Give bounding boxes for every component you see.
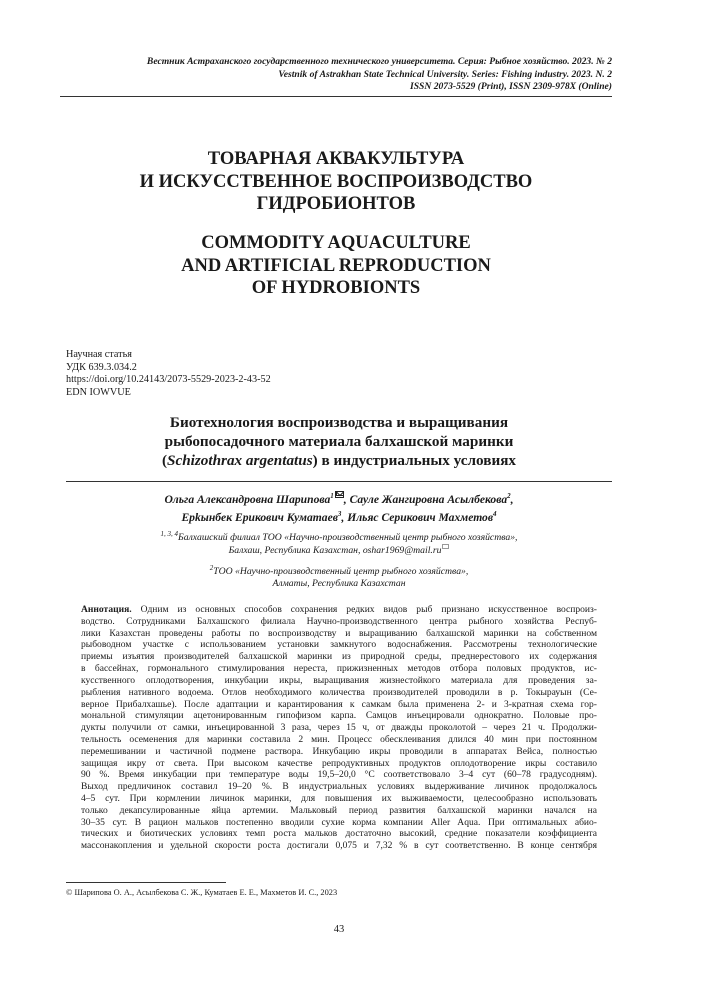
doi-link[interactable]: https://doi.org/10.24143/2073-5529-2023-2-43-52 <box>66 374 271 386</box>
affiliation-org: Балхашский филиал ТОО «Научно-производственный центр рыбного хозяйства», <box>178 532 518 543</box>
affiliation-line: Алматы, Республика Казахстан <box>272 577 406 589</box>
abstract-label: Аннотация. <box>81 604 132 615</box>
species-name: Schizothrax argentatus <box>167 451 313 469</box>
footnote-divider <box>66 882 226 883</box>
affiliation-line <box>66 563 612 578</box>
abstract <box>81 604 597 852</box>
author-sep: , <box>343 493 350 506</box>
abstract-line <box>81 604 597 616</box>
article-title-line: рыбопосадочного материала балхашской маринки <box>164 432 514 450</box>
abstract-line: дукты получили от самки, инъецированной 3 раза, через 15 ч, от дважды проколотой – через 21 ч. Продолжи- <box>81 722 597 734</box>
affiliation-1 <box>66 529 612 557</box>
title-divider <box>66 481 612 482</box>
author-name: Сауле Жангировна Асылбекова <box>349 493 508 506</box>
abstract-line: кусственного оплодотворения, инкубации икры, выращивания жизнестойкого материала для проведения за- <box>81 674 597 686</box>
abstract-line: массонакопления и удельной скорости роста достигали 0,075 и 7,32 % в сут соответственно. В конце сентября <box>81 840 597 852</box>
section-title-en-line: COMMODITY AQUACULTURE <box>201 233 471 253</box>
abstract-line: водство. Сотрудниками Балхашского филиала Научно-производственного центра рыбного хозяйства Респуб- <box>81 615 597 627</box>
author-affil-sup: 2 <box>507 492 511 501</box>
journal-header-en: Vestnik of Astrakhan State Technical University. Series: Fishing industry. 2023. N. 2 <box>278 68 612 80</box>
author-line <box>66 491 612 509</box>
journal-header <box>60 56 612 94</box>
section-title-en <box>60 232 612 300</box>
article-title-line <box>66 452 612 471</box>
article-title <box>66 414 612 470</box>
journal-issn: ISSN 2073-5529 (Print), ISSN 2309-978X (Online) <box>409 81 612 92</box>
abstract-line: перемешивании и частичной подмене раствора. Инкубацию икры проводили в аппаратах Вейса, полностью <box>81 745 597 757</box>
abstract-line: 30–35 сут. В рацион мальков постепенно вводили сухие корма компании Aller Aqua. При оптимальных абио- <box>81 816 597 828</box>
affiliation-2 <box>66 563 612 590</box>
author-affil-sup: 1 <box>330 492 334 501</box>
section-title-ru-line: ГИДРОБИОНТОВ <box>256 194 416 214</box>
section-title-ru <box>60 148 612 216</box>
edn-code: EDN IOWVUE <box>66 386 131 398</box>
affiliation-line <box>66 544 612 557</box>
abstract-line: приемы изъятия производителей балхашской маринки из природной среды, преднерестового их содержания <box>81 651 597 663</box>
affiliation-org: ТОО «Научно-производственный центр рыбного хозяйства», <box>213 566 469 577</box>
affiliation-line <box>66 529 612 544</box>
abstract-line: только декапсулированные яйца артемии. Мальковый период развития балхашской маринки начался на <box>81 804 597 816</box>
article-meta <box>66 349 271 399</box>
abstract-line: мональной стимуляции ацетонированным гипофизом карпа. Самцов инъецировали однократно. Половые про- <box>81 710 597 722</box>
section-title-en-line: OF HYDROBIONTS <box>251 278 421 298</box>
abstract-line: тельность осеменения для маринки составила 2 мин. Процесс обесклеивания длился 40 мин при постоянном <box>81 733 597 745</box>
title-line3-rest: ) в индустриальных условиях <box>312 451 517 469</box>
section-title-en-line: AND ARTIFICIAL REPRODUCTION <box>181 255 491 276</box>
envelope-icon <box>442 544 449 549</box>
abstract-line: в бассейнах, гормонального стимулирования нереста, прижизненных методов отбора половых продуктов, ис- <box>81 663 597 675</box>
abstract-line: тических и биотических условиях темп роста мальков достаточно высокий, средние показатели коэффициента <box>81 828 597 840</box>
copyright-notice: © Шарипова О. А., Асылбекова С. Ж., Куматаев Е. Е., Махметов И. С., 2023 <box>66 888 338 897</box>
affiliation-location-email[interactable]: Балхаш, Республика Казахстан, oshar1969@mail.ru <box>228 544 442 556</box>
page-number: 43 <box>333 924 345 935</box>
abstract-line: Выход предличинок составил 19–20 %. В индустриальных условиях выдерживание личинок продолжалось <box>81 781 597 793</box>
abstract-line: 90 %. Время инкубации при температуре воды 19,5–20,0 °С соответствовало 3–4 сут (60–78 градусодням). <box>81 769 597 781</box>
abstract-line: защищая икру от света. При высоком качестве репродуктивных продуктов оплодотворение икры составило <box>81 757 597 769</box>
udk-code: УДК 639.3.034.2 <box>66 361 137 373</box>
author-affil-sup: 4 <box>493 509 497 518</box>
author-name: Ерkынбек Ерикович Куматаев <box>181 510 338 524</box>
abstract-text: Одним из основных способов сохранения редких видов рыб признано искусственное воспроиз- <box>131 604 597 615</box>
affiliation-sup: 2 <box>209 563 214 572</box>
article-title-line: Биотехнология воспроизводства и выращивания <box>169 414 509 431</box>
affiliation-sup: 1, 3, 4 <box>160 529 179 538</box>
author-sep: , <box>341 510 348 524</box>
author-list <box>66 491 612 526</box>
abstract-line: 4–5 сут. При кормлении личинок маринки, для повышения их выживаемости, целесообразно использовать <box>81 793 597 804</box>
section-title-ru-line: ТОВАРНАЯ АКВАКУЛЬТУРА <box>207 149 465 169</box>
header-divider <box>60 96 612 97</box>
abstract-line: рыбления нативного водоема. Отлов необходимого количества производителей проводили в р. Токырауын (Се- <box>81 686 597 698</box>
journal-header-ru: Вестник Астраханского государственного технического университета. Серия: Рыбное хозяйство. 2023. № 2 <box>146 56 612 67</box>
author-line <box>66 509 612 527</box>
author-name: Ильяс Серикович Махметов <box>347 510 494 524</box>
abstract-line: рыбоводном участке с использованием установки замкнутого водоснабжения. Рассмотрены технологические <box>81 639 597 651</box>
abstract-line: лики Казахстан проведены работы по воспроизводству и выращиванию балхашской маринки на собственном <box>81 627 597 639</box>
author-sep: , <box>510 493 514 506</box>
envelope-icon <box>335 491 344 498</box>
author-affil-sup: 3 <box>337 509 342 518</box>
article-type: Научная статья <box>66 349 132 360</box>
author-name: Ольга Александровна Шарипова <box>164 493 331 506</box>
abstract-line: верное Прибалхашье). После адаптации и карантирования к самкам была применена 2- и 3-кратная схема гор- <box>81 698 597 710</box>
section-title-ru-line: И ИСКУССТВЕННОЕ ВОСПРОИЗВОДСТВО <box>139 171 533 192</box>
title-paren: ( <box>161 451 168 469</box>
